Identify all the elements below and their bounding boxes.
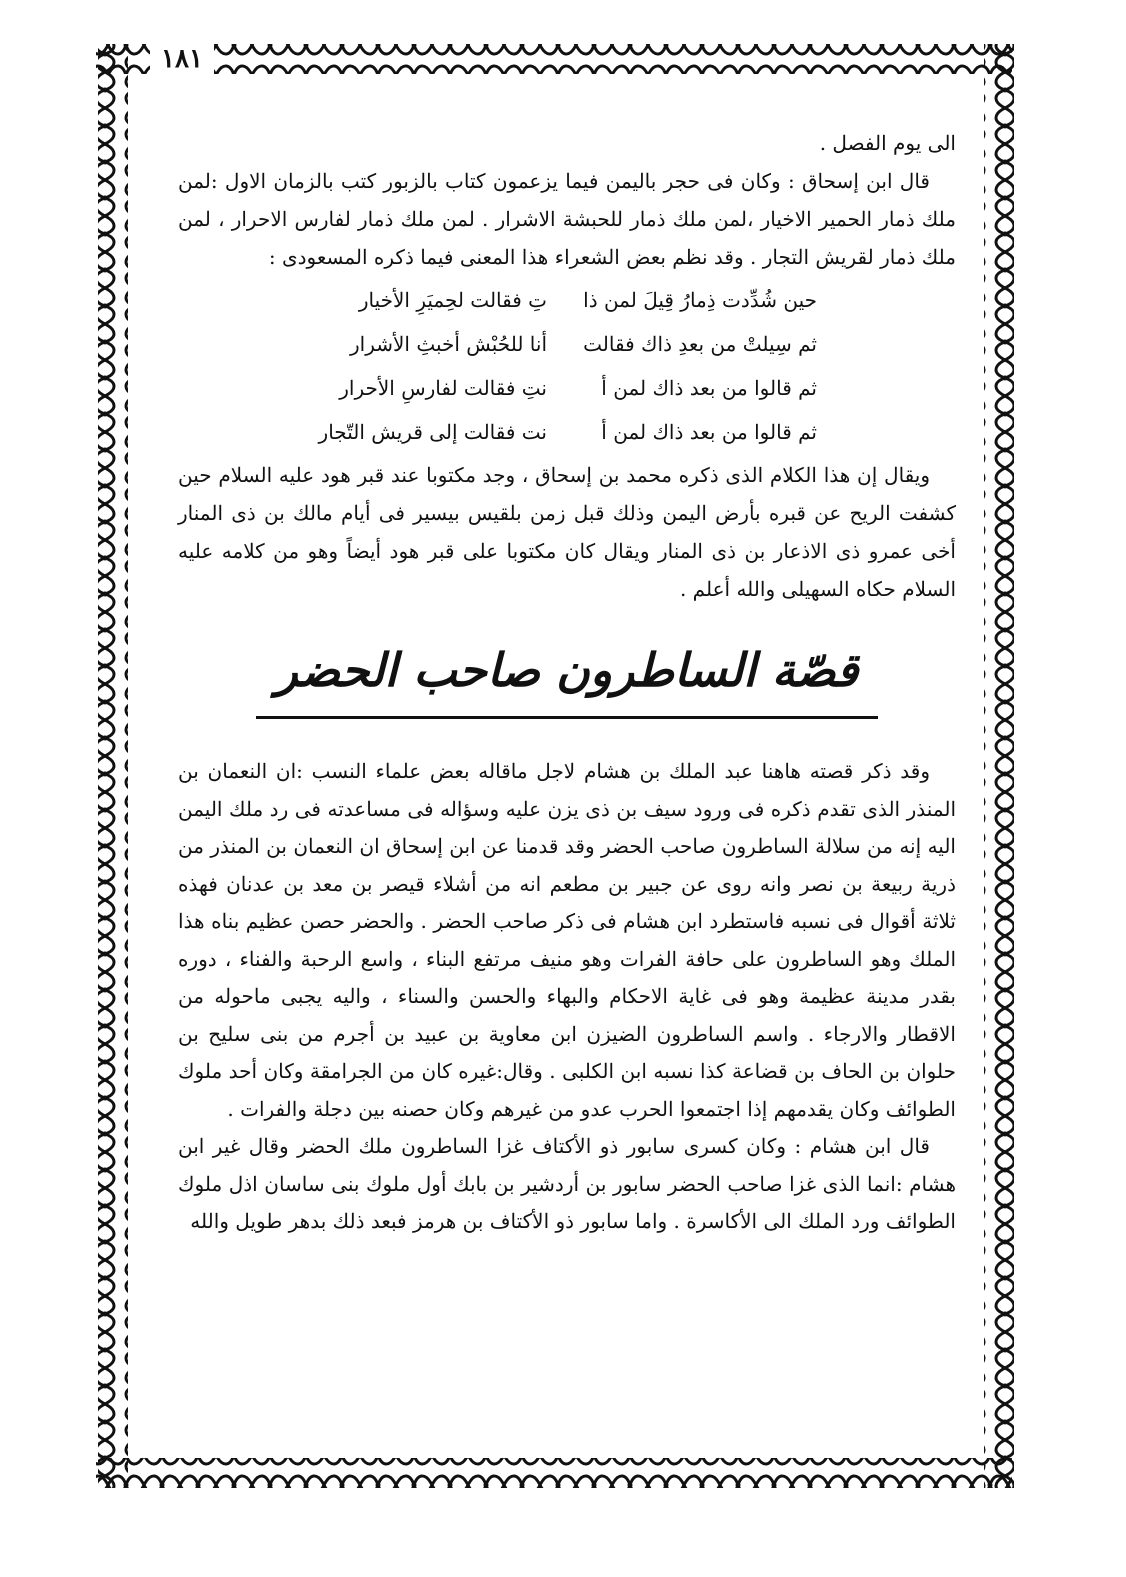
verse-first-hemistich: حين شُدِّدت ذِمارُ قِيلَ لمن ذا xyxy=(583,288,817,312)
opening-line: الى يوم الفصل . xyxy=(819,131,956,155)
verse-line xyxy=(178,322,956,366)
verse-second-hemistich: نتِ فقالت لفارسِ الأحرار xyxy=(339,376,547,400)
page-number: ١٨١ xyxy=(150,44,214,74)
page-body xyxy=(178,124,956,1241)
paragraph-inscription: قال ابن إسحاق : وكان فى حجر باليمن فيما يزعمون كتاب بالزبور كتب بالزمان الاول :لمن ملك ذمار الحمير الاخيار ،لمن ملك ذمار للحبشة الاشرار . لمن ملك ذمار لفارس الاحرار ، لمن ملك ذمار لقريش التجار . وقد نظم بعض الشعراء هذا المعنى فيما ذكره المسعودى : xyxy=(178,169,956,269)
verse-second-hemistich: أنا للحُبْش أخبثِ الأشرار xyxy=(349,332,547,356)
verse-line xyxy=(178,366,956,410)
poem xyxy=(178,278,956,454)
section-heading-text: قصّة الساطرون صاحب الحضر xyxy=(256,630,879,719)
paragraph-sabur: قال ابن هشام : وكان كسرى سابور ذو الأكتاف غزا الساطرون ملك الحضر وقال غير ابن هشام :انما الذى غزا صاحب الحضر سابور بن أردشير بن بابك أول ملوك بنى ساسان اذل ملوك الطوائف ورد الملك الى الأكاسرة . واما سابور ذو الأكتاف بن هرمز فبعد ذلك بدهر طويل والله xyxy=(178,1134,956,1233)
verse-first-hemistich: ثم سِيلتْ من بعدِ ذاك فقالت xyxy=(583,332,817,356)
verse-first-hemistich: ثم قالوا من بعد ذاك لمن أ xyxy=(601,420,817,444)
verse-line xyxy=(178,278,956,322)
verse-first-hemistich: ثم قالوا من بعد ذاك لمن أ xyxy=(601,376,817,400)
verse-second-hemistich: تِ فقالت لحِميَرِ الأخيار xyxy=(358,288,547,312)
section-heading xyxy=(178,630,956,719)
paragraph-hud: ويقال إن هذا الكلام الذى ذكره محمد بن إسحاق ، وجد مكتوبا عند قبر هود عليه السلام حين كشفت الريح عن قبره بأرض اليمن وذلك قبل زمن بلقيس بيسير فى أيام مالك بن ذى المنار أخى عمرو ذى الاذعار بن ذى المنار ويقال كان مكتوبا على قبر هود أيضاً وهو من كلامه عليه السلام حكاه السهيلى والله أعلم . xyxy=(178,463,956,601)
paragraph-story: وقد ذكر قصته هاهنا عبد الملك بن هشام لاجل ماقاله بعض علماء النسب :ان النعمان بن المنذر الذى تقدم ذكره فى ورود سيف بن ذى يزن عليه وسؤاله فى مساعدته فى رد ملك اليمن اليه إنه من سلالة الساطرون صاحب الحضر وقد قدمنا عن ابن إسحاق ان النعمان بن المنذر من ذرية ربيعة بن نصر وانه روى عن جبير بن مطعم انه من أشلاء قيصر بن معد بن عدنان فهذه ثلاثة أقوال فى نسبه فاستطرد ابن هشام فى ذكر صاحب الحضر . والحضر حصن عظيم بناه هذا الملك وهو الساطرون على حافة الفرات وهو منيف مرتفع البناء ، واسع الرحبة والفناء ، دوره بقدر مدينة عظيمة وهو فى غاية الاحكام والبهاء والحسن والسناء ، واليه يجبى ماحوله من الاقطار والارجاء . واسم الساطرون الضيزن ابن معاوية بن عبيد بن أجرم من بنى سليح بن حلوان بن الحاف بن قضاعة كذا نسبه ابن الكلبى . وقال:غيره كان من الجرامقة وكان أحد ملوك الطوائف وكان يقدمهم إذا اجتمعوا الحرب عدو من غيرهم وكان حصنه بين دجلة والفرات . xyxy=(178,759,956,1121)
verse-line xyxy=(178,410,956,454)
verse-second-hemistich: نت فقالت إلى قريش التّجار xyxy=(318,420,547,444)
